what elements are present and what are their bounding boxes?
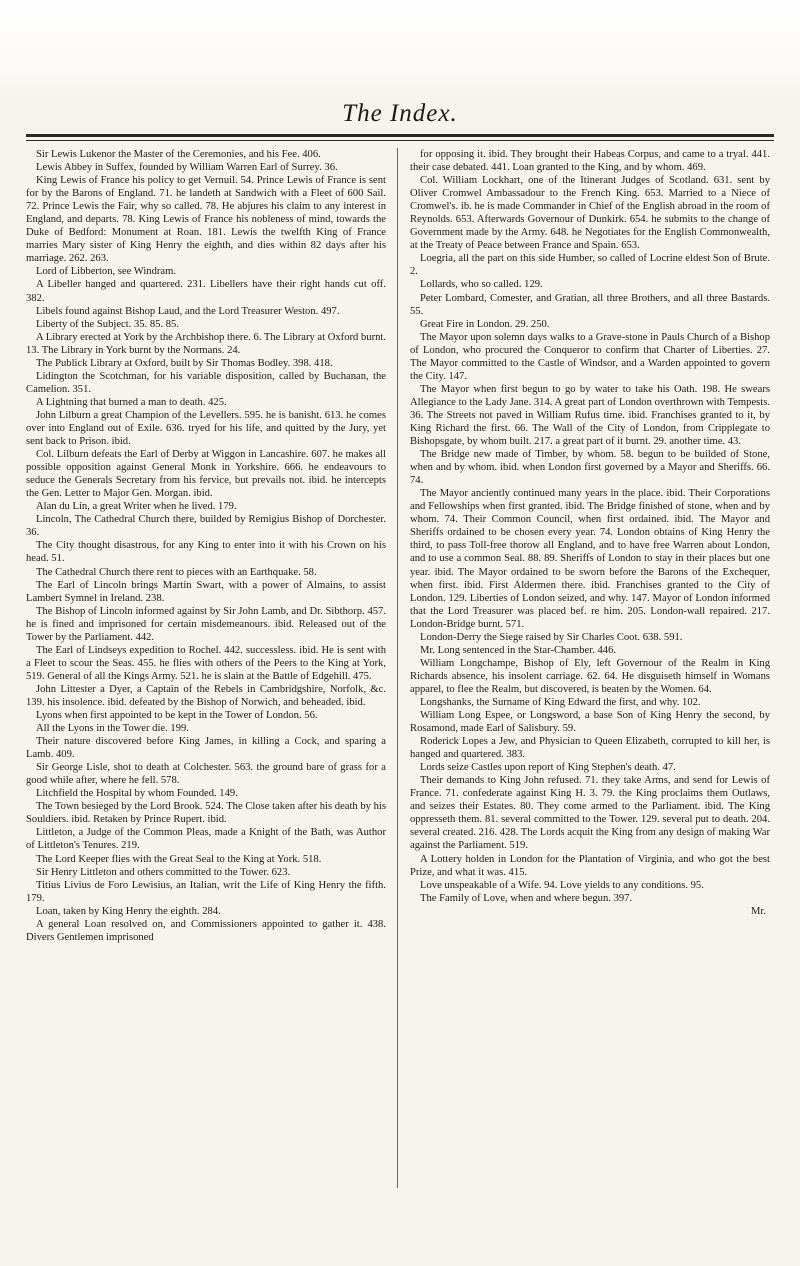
index-entry: for opposing it. ibid. They brought their Habeas Corpus, and came to a tryal. 441. their case debated. 441. Loan granted to the King, and by whom. 469. bbox=[410, 149, 770, 174]
index-entry: All the Lyons in the Tower die. 199. bbox=[36, 723, 189, 735]
index-entry: Lord of Libberton, see Windram. bbox=[36, 266, 176, 278]
index-entry: Lincoln, The Cathedral Church there, builded by Remigius Bishop of Dorchester. 36. bbox=[26, 514, 386, 539]
index-entry: Their demands to King John refused. 71. they take Arms, and send for Lewis of France. 71. confederate against King H. 3. 79. the King proclaims them Outlaws, and seizes their Estates. 80. They come armed to the Parliament. ibid. The King oppresseth them. 81. several committed to the Tower. 129. several put to death. 204. several created. 216. 428. The Lords acquit the King from any design of making War against the Parliament. 519. bbox=[410, 775, 770, 852]
index-entry: Alan du Lin, a great Writer when he lived. 179. bbox=[36, 501, 237, 513]
page-top-margin bbox=[0, 0, 800, 96]
index-entry: A Lottery holden in London for the Plantation of Virginia, and who got the best Prize, and what it was. 415. bbox=[410, 853, 770, 878]
index-entry: Lidington the Scotchman, for his variable disposition, called by Buchanan, the Camelion. 351. bbox=[26, 370, 386, 395]
index-entry: London-Derry the Siege raised by Sir Charles Coot. 638. 591. bbox=[420, 631, 683, 643]
index-entry: The Earl of Lindseys expedition to Rochel. 442. successless. ibid. He is sent with a Fleet to scour the Seas. 455. he flies with others of the Peers to the King at York, 519. General of all the Kings Army. 521. he is slain at the Battle of Edgehill. 475. bbox=[26, 644, 386, 682]
index-entry: The Publick Library at Oxford, built by Sir Thomas Bodley. 398. 418. bbox=[36, 357, 333, 369]
index-entry: The Mayor when first begun to go by water to take his Oath. 198. He swears Allegiance to the Lady Jane. 314. A great part of London overthrown with Tempests. 36. The Streets not paved in William Rufus time. ibid. Franchises granted to it, by King Richard the first. 66. The Wall of the City of London, from Cripplegate to Bishopsgate, by whom built. 217. a great part of it burnt. 29. another time. 43. bbox=[410, 383, 770, 448]
index-entry: William Long Espee, or Longsword, a base Son of King Henry the second, by Rosamond, made Earl of Salisbury. 59. bbox=[410, 710, 770, 735]
index-entry: A Library erected at York by the Archbishop there. 6. The Library at Oxford burnt. 13. The Library in York burnt by the Normans. 24. bbox=[26, 331, 386, 356]
index-entry: Litchfield the Hospital by whom Founded. 149. bbox=[36, 788, 238, 800]
index-entry: The Town besieged by the Lord Brook. 524. The Close taken after his death by his Souldiers. ibid. Retaken by Prince Rupert. ibid. bbox=[26, 801, 386, 826]
index-entry: The Bishop of Lincoln informed against by Sir John Lamb, and Dr. Sibthorp. 457. he is fined and imprisoned for certain misdemeanours. ibid. Released out of the Tower by the Parliament. 442. bbox=[26, 605, 386, 643]
index-entry: The Cathedral Church there rent to pieces with an Earthquake. 58. bbox=[36, 566, 317, 578]
index-entry: Sir Henry Littleton and others committed to the Tower. 623. bbox=[36, 866, 291, 878]
index-entry: The Mayor anciently continued many years in the place. ibid. Their Corporations and Fellowships when first granted. ibid. The Bridge finished of stone, when and by whom. 74. Their Common Council, when first ordained. ibid. The Mayor and Sheriffs ordained to be chosen every year. 74. London obtains of King Henry the third, to pass Toll-free thorow all England, and to have free Warren about London, and to use a common Seal. 88. 89. Sheriffs of London to stay in their places but one year. ibid. The Mayor ordained to be sworn before the Barons of the Exchequer, when first. ibid. First Aldermen there. ibid. Franchises granted to the City of London. 129. Liberties of London seized, and why. 147. Mayor of London informed that the Lord Treasurer was placed bef. re him. 205. London-wall repaired. 217. London-Bridge burnt. 571. bbox=[410, 488, 770, 630]
index-entry: Libels found against Bishop Laud, and the Lord Treasurer Weston. 497. bbox=[36, 305, 340, 317]
index-entry: The Earl of Lincoln brings Martin Swart, with a power of Almains, to assist Lambert Symnel in Ireland. 238. bbox=[26, 579, 386, 604]
index-entry: Lollards, who so called. 129. bbox=[420, 279, 543, 291]
index-entry: John Lilburn a great Champion of the Levellers. 595. he is banisht. 613. he comes over into England out of Exile. 636. tryed for his life, and quitted by the Jury, yet sent back to Prison. ibid. bbox=[26, 409, 386, 448]
index-entry: Sir George Lisle, shot to death at Colchester. 563. the ground bare of grass for a good while after, where he fell. 578. bbox=[26, 762, 386, 787]
index-entry: Longshanks, the Surname of King Edward the first, and why. 102. bbox=[420, 696, 701, 708]
index-entry: King Lewis of France his policy to get Vernuil. 54. Prince Lewis of France is sent for by the Barons of England. 71. he landeth at Sandwich with a Fleet of 600 Sail. 72. Prince Lewis the Fair, why so called. 78. He abjures his claim to any interest in England, and departs. 78. King Lewis of France his nobleness of mind, towards the Duke of Bedford: Monument at Roan. 181. Lewis the twelfth King of France marries Mary sister of King Henry the eighth, and dies within 82 days after his marriage. 262. 263. bbox=[26, 175, 386, 265]
index-entry: Littleton, a Judge of the Common Pleas, made a Knight of the Bath, was Author of Littleton's Tenures. 219. bbox=[26, 827, 386, 852]
index-entry: Col. William Lockhart, one of the Itinerant Judges of Scotland. 631. sent by Oliver Cromwel Ambassadour to the French King. 653. Married to a Niece of Cromwel's. ib. he is made Commander in Chief of the English abroad in the room of Reynolds. 653. Afterwards Governour of Dunkirk. 654. he submits to the change of Government made by the Army. 648. he Negotiates for the English Commonwealth, at the Treaty of Peace between France and Spain. 653. bbox=[410, 175, 770, 252]
index-entry: Col. Lilburn defeats the Earl of Derby at Wiggon in Lancashire. 607. he makes all possible opposition against General Monk in Yorkshire. 666. he endeavours to seduce the Generals Secretary from his fervice, but prevails not. ibid. he intercepts the Gen. Letter to Major Gen. Morgan. ibid. bbox=[26, 449, 386, 500]
index-entry: The City thought disastrous, for any King to enter into it with his Crown on his head. 51. bbox=[26, 540, 386, 565]
index-entry: Roderick Lopes a Jew, and Physician to Queen Elizabeth, corrupted to kill her, is hanged and quartered. 383. bbox=[410, 736, 770, 761]
index-entry: The Bridge new made of Timber, by whom. 58. begun to be builded of Stone, when and by whom. ibid. when London first governed by a Mayor and Sheriffs. 66. 74. bbox=[410, 449, 770, 487]
index-entry: Great Fire in London. 29. 250. bbox=[420, 318, 550, 330]
header-rule-thick bbox=[26, 134, 774, 137]
page-title: The Index. bbox=[342, 100, 458, 127]
catchword: Mr. bbox=[750, 905, 766, 917]
index-entry: Lewis Abbey in Suffex, founded by William Warren Earl of Surrey. 36. bbox=[36, 162, 338, 174]
header-rule-thin bbox=[26, 140, 774, 141]
left-column bbox=[26, 148, 386, 1258]
index-entry: A Lightning that burned a man to death. 425. bbox=[36, 396, 227, 408]
index-entry: A Libeller hanged and quartered. 231. Libellers have their right hands cut off. 382. bbox=[26, 279, 386, 304]
index-entry: Titius Livius de Foro Lewisius, an Italian, writ the Life of King Henry the fifth. 179. bbox=[26, 879, 386, 904]
index-entry: Loegria, all the part on this side Humber, so called of Locrine eldest Son of Brute. 2. bbox=[410, 253, 770, 278]
index-entry: The Lord Keeper flies with the Great Seal to the King at York. 518. bbox=[36, 853, 322, 865]
index-entry: Sir Lewis Lukenor the Master of the Ceremonies, and his Fee. 406. bbox=[36, 149, 321, 160]
index-entry: Liberty of the Subject. 35. 85. 85. bbox=[36, 318, 179, 330]
index-entry: The Family of Love, when and where begun. 397. bbox=[420, 892, 633, 904]
right-column bbox=[410, 148, 770, 1258]
index-entry: Their nature discovered before King James, in killing a Cock, and sparing a Lamb. 409. bbox=[26, 736, 386, 761]
index-entry: Love unspeakable of a Wife. 94. Love yields to any conditions. 95. bbox=[420, 879, 704, 891]
index-entry: Lords seize Castles upon report of King Stephen's death. 47. bbox=[420, 762, 676, 774]
index-entry: Loan, taken by King Henry the eighth. 284. bbox=[36, 905, 221, 917]
index-entry: A general Loan resolved on, and Commissioners appointed to gather it. 438. Divers Gentlemen imprisoned bbox=[26, 918, 386, 943]
index-entry: John Littester a Dyer, a Captain of the Rebels in Cambridgshire, Norfolk, &c. 139. his insolence. ibid. defeated by the Bishop of Norwich, and beheaded. ibid. bbox=[26, 683, 386, 708]
index-entry: Lyons when first appointed to be kept in the Tower of London. 56. bbox=[36, 710, 318, 722]
column-divider bbox=[397, 148, 398, 1188]
index-entry: Peter Lombard, Comester, and Gratian, all three Brothers, and all three Bastards. 55. bbox=[410, 292, 770, 317]
index-entry: The Mayor upon solemn days walks to a Grave-stone in Pauls Church of a Bishop of London, who procured the Conqueror to confirm that Charter of Liberties. 27. The Mayor committed to the Castle of Windsor, and a Warden appointed to govern the City. 147. bbox=[410, 331, 770, 382]
index-entry: William Longchampe, Bishop of Ely, left Governour of the Realm in King Richards absence, his insolent carriage. 62. 64. He disguiseth himself in Womans apparel, to flee the Realm, but discovered, is beaten by the Women. 64. bbox=[410, 657, 770, 695]
index-entry: Mr. Long sentenced in the Star-Chamber. 446. bbox=[420, 644, 617, 656]
